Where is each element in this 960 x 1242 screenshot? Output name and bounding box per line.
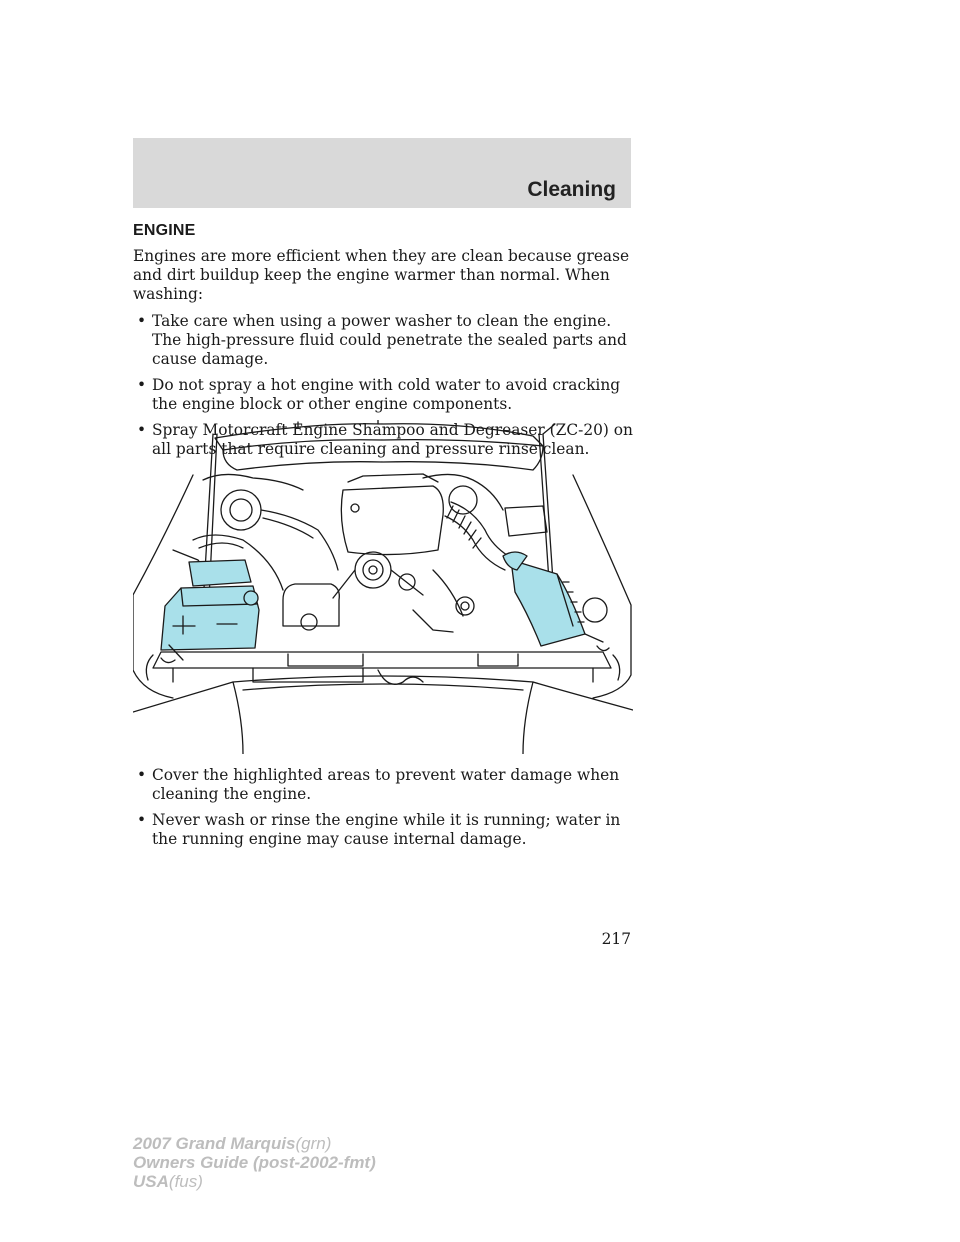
throttle-body <box>221 490 261 530</box>
bullet-dot: • <box>137 811 147 829</box>
bullet-item <box>133 811 633 849</box>
air-filter-highlight <box>511 560 585 646</box>
coolant-reservoir <box>283 584 339 626</box>
footer-line: Owners Guide (post-2002-fmt) <box>133 1153 376 1172</box>
alternator-pulley <box>355 552 391 588</box>
footer-line: 2007 Grand Marquis(grn) <box>133 1134 332 1153</box>
intro-paragraph: Engines are more efficient when they are clean because grease and dirt buildup keep the engine warmer than normal. When washing: <box>133 247 630 303</box>
bullet-text: Do not spray a hot engine with cold water to avoid cracking the engine block or other engine components. <box>152 376 621 413</box>
bullet-text: Never wash or rinse the engine while it is running; water in the running engine may cause internal damage. <box>152 811 621 848</box>
fender-left <box>133 475 193 698</box>
engine-cover <box>341 486 443 555</box>
front-fascia <box>133 682 633 754</box>
section-heading: ENGINE <box>133 222 196 239</box>
fender-right <box>573 475 631 698</box>
page-number: 217 <box>601 930 631 948</box>
bullet-item <box>133 376 633 414</box>
bullet-dot: • <box>137 376 147 394</box>
bullet-item <box>133 766 633 804</box>
bullet-dot: • <box>137 421 147 439</box>
section-title: Cleaning <box>527 178 616 201</box>
bullet-text: Spray Motorcraft Engine Shampoo and Degreaser (ZC-20) on all parts that require cleaning and pressure rinse clean. <box>152 421 633 458</box>
bullet-dot: • <box>137 766 147 784</box>
bullet-dot: • <box>137 312 147 330</box>
washer-cap <box>583 598 607 622</box>
hood-outline <box>215 424 543 450</box>
radiator-support <box>153 652 611 668</box>
bullet-item <box>133 312 633 369</box>
engine-compartment-illustration <box>133 420 633 754</box>
bullet-text: Cover the highlighted areas to prevent water damage when cleaning the engine. <box>152 766 620 803</box>
section-header-band <box>133 138 631 208</box>
bullet-text: Take care when using a power washer to clean the engine. The high-pressure fluid could penetrate the sealed parts and cause damage. <box>152 312 627 368</box>
footer-line: USA(fus) <box>133 1172 203 1191</box>
engine-section-continued <box>133 766 633 856</box>
document-footer <box>133 1134 376 1191</box>
